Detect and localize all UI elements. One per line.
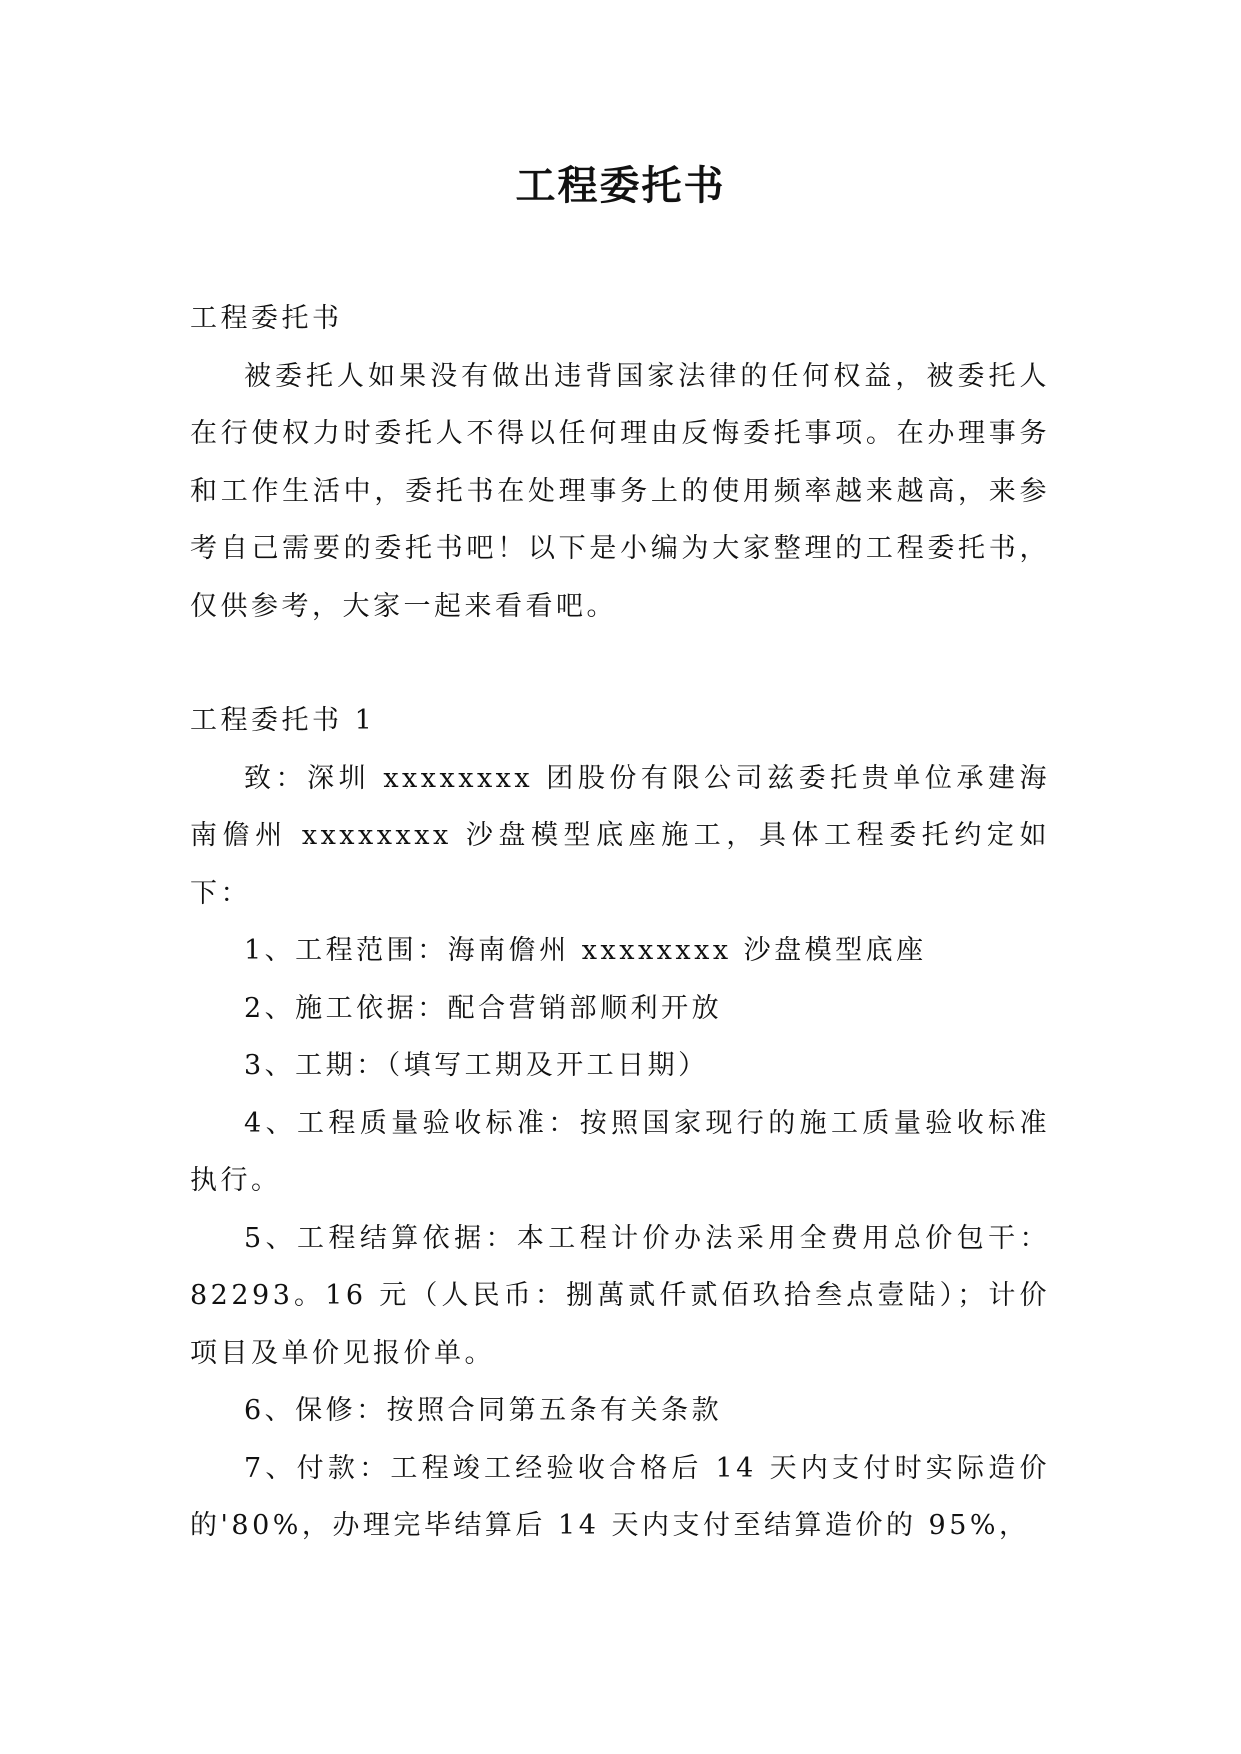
address-paragraph: 致：深圳 xxxxxxxx 团股份有限公司兹委托贵单位承建海南儋州 xxxxxxxx 沙盘模型底座施工，具体工程委托约定如下： <box>190 762 1050 909</box>
intro-paragraph: 被委托人如果没有做出违背国家法律的任何权益，被委托人在行使权力时委托人不得以任何理由反悔委托事项。在办理事务和工作生活中，委托书在处理事务上的使用频率越来越高，来参考自己需要的委托书吧！以下是小编为大家整理的工程委托书，仅供参考，大家一起来看看吧。 <box>190 360 1050 622</box>
clause-item: 2、施工依据：配合营销部顺利开放 <box>244 992 723 1024</box>
section-heading: 工程委托书 1 <box>190 705 376 736</box>
clause-item: 6、保修：按照合同第五条有关条款 <box>244 1395 723 1426</box>
clause-item: 1、工程范围：海南儋州 xxxxxxxx 沙盘模型底座 <box>244 935 927 966</box>
section-spacer <box>190 635 1050 692</box>
clause-item: 4、工程质量验收标准：按照国家现行的施工质量验收标准执行。 <box>190 1107 1050 1196</box>
intro-heading: 工程委托书 <box>190 303 343 334</box>
clause-item: 5、工程结算依据：本工程计价办法采用全费用总价包干：82293。16 元（人民币：捌萬贰仟贰佰玖拾叁点壹陆）；计价项目及单价见报价单。 <box>190 1222 1050 1369</box>
document-title: 工程委托书 <box>515 163 726 209</box>
clause-item: 3、工期：（填写工期及开工日期） <box>244 1050 709 1081</box>
clause-item: 7、付款：工程竣工经验收合格后 14 天内支付时实际造价的'80%，办理完毕结算后 14 天内支付至结算造价的 95%， <box>190 1452 1050 1541</box>
document-body <box>190 290 1050 1555</box>
